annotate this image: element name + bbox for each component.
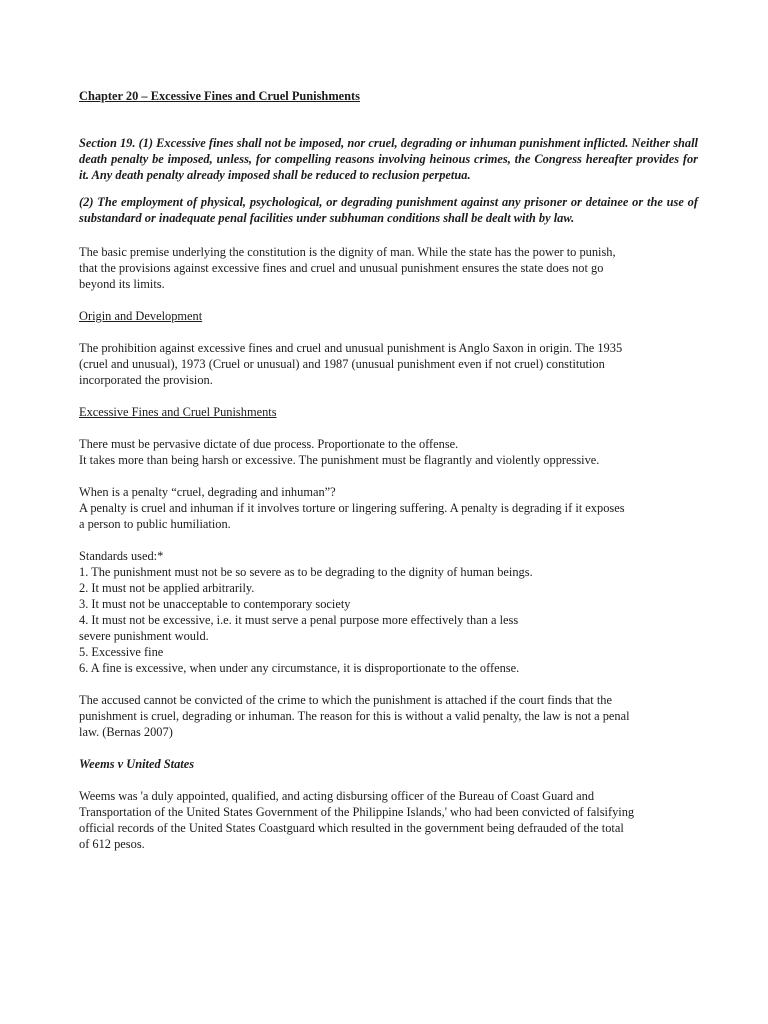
due-process-line: There must be pervasive dictate of due process. Proportionate to the offense. [79,437,459,451]
due-process-line: It takes more than being harsh or excessive. The punishment must be flagrantly and violently oppressive. [79,453,600,467]
accused-line: The accused cannot be convicted of the crime to which the punishment is attached if the court finds that the [79,693,612,707]
standard-item: 4. It must not be excessive, i.e. it must serve a penal purpose more effectively than a less [79,613,519,627]
case-line: of 612 pesos. [79,837,145,851]
origin-line: The prohibition against excessive fines and cruel and unusual punishment is Anglo Saxon in origin. The 1935 [79,341,623,355]
origin-heading: Origin and Development [79,309,203,323]
section-19-paragraph-2: (2) The employment of physical, psychological, or degrading punishment against any prisoner or detainee or the use of substandard or inadequate penal facilities under subhuman conditions shall be dealt with by law. [79,195,698,225]
excessive-fines-heading: Excessive Fines and Cruel Punishments [79,405,277,419]
standard-item: 6. A fine is excessive, when under any circumstance, it is disproportionate to the offense. [79,661,520,675]
definition-paragraph [79,484,698,532]
due-process-paragraph [79,436,698,468]
standard-item: 1. The punishment must not be so severe as to be degrading to the dignity of human beings. [79,565,533,579]
premise-paragraph [79,244,698,292]
standard-item: 2. It must not be applied arbitrarily. [79,581,255,595]
case-line: official records of the United States Coastguard which resulted in the government being defrauded of the total [79,821,624,835]
chapter-title: Chapter 20 – Excessive Fines and Cruel Punishments [79,89,360,103]
origin-line: incorporated the provision. [79,373,213,387]
premise-line: The basic premise underlying the constitution is the dignity of man. While the state has the power to punish, [79,245,616,259]
standard-item: 5. Excessive fine [79,645,164,659]
case-line: Weems was 'a duly appointed, qualified, and acting disbursing officer of the Bureau of Coast Guard and [79,789,595,803]
definition-line: A penalty is cruel and inhuman if it involves torture or lingering suffering. A penalty is degrading if it exposes [79,501,625,515]
origin-line: (cruel and unusual), 1973 (Cruel or unusual) and 1987 (unusual punishment even if not cruel) constitution [79,357,605,371]
standard-item: severe punishment would. [79,629,209,643]
standard-item: 3. It must not be unacceptable to contemporary society [79,597,351,611]
accused-line: law. (Bernas 2007) [79,725,173,739]
definition-line: a person to public humiliation. [79,517,231,531]
case-paragraph [79,788,698,852]
case-line: Transportation of the United States Government of the Philippine Islands,' who had been convicted of falsifying [79,805,635,819]
accused-line: punishment is cruel, degrading or inhuman. The reason for this is without a valid penalty, the law is not a penal [79,709,630,723]
definition-line: When is a penalty “cruel, degrading and inhuman”? [79,485,336,499]
section-19-paragraph-1: Section 19. (1) Excessive fines shall not be imposed, nor cruel, degrading or inhuman punishment inflicted. Neither shall death penalty be imposed, unless, for compelling reasons involving heinous crimes, the Congress hereafter provides for it. Any death penalty already imposed shall be reduced to reclusion perpetua. [79,136,698,182]
origin-paragraph [79,340,698,388]
standards-list [79,548,698,676]
accused-paragraph [79,692,698,740]
premise-line: that the provisions against excessive fines and cruel and unusual punishment ensures the state does not go [79,261,604,275]
premise-line: beyond its limits. [79,277,165,291]
standards-heading: Standards used:* [79,549,164,563]
case-title: Weems v United States [79,757,195,771]
